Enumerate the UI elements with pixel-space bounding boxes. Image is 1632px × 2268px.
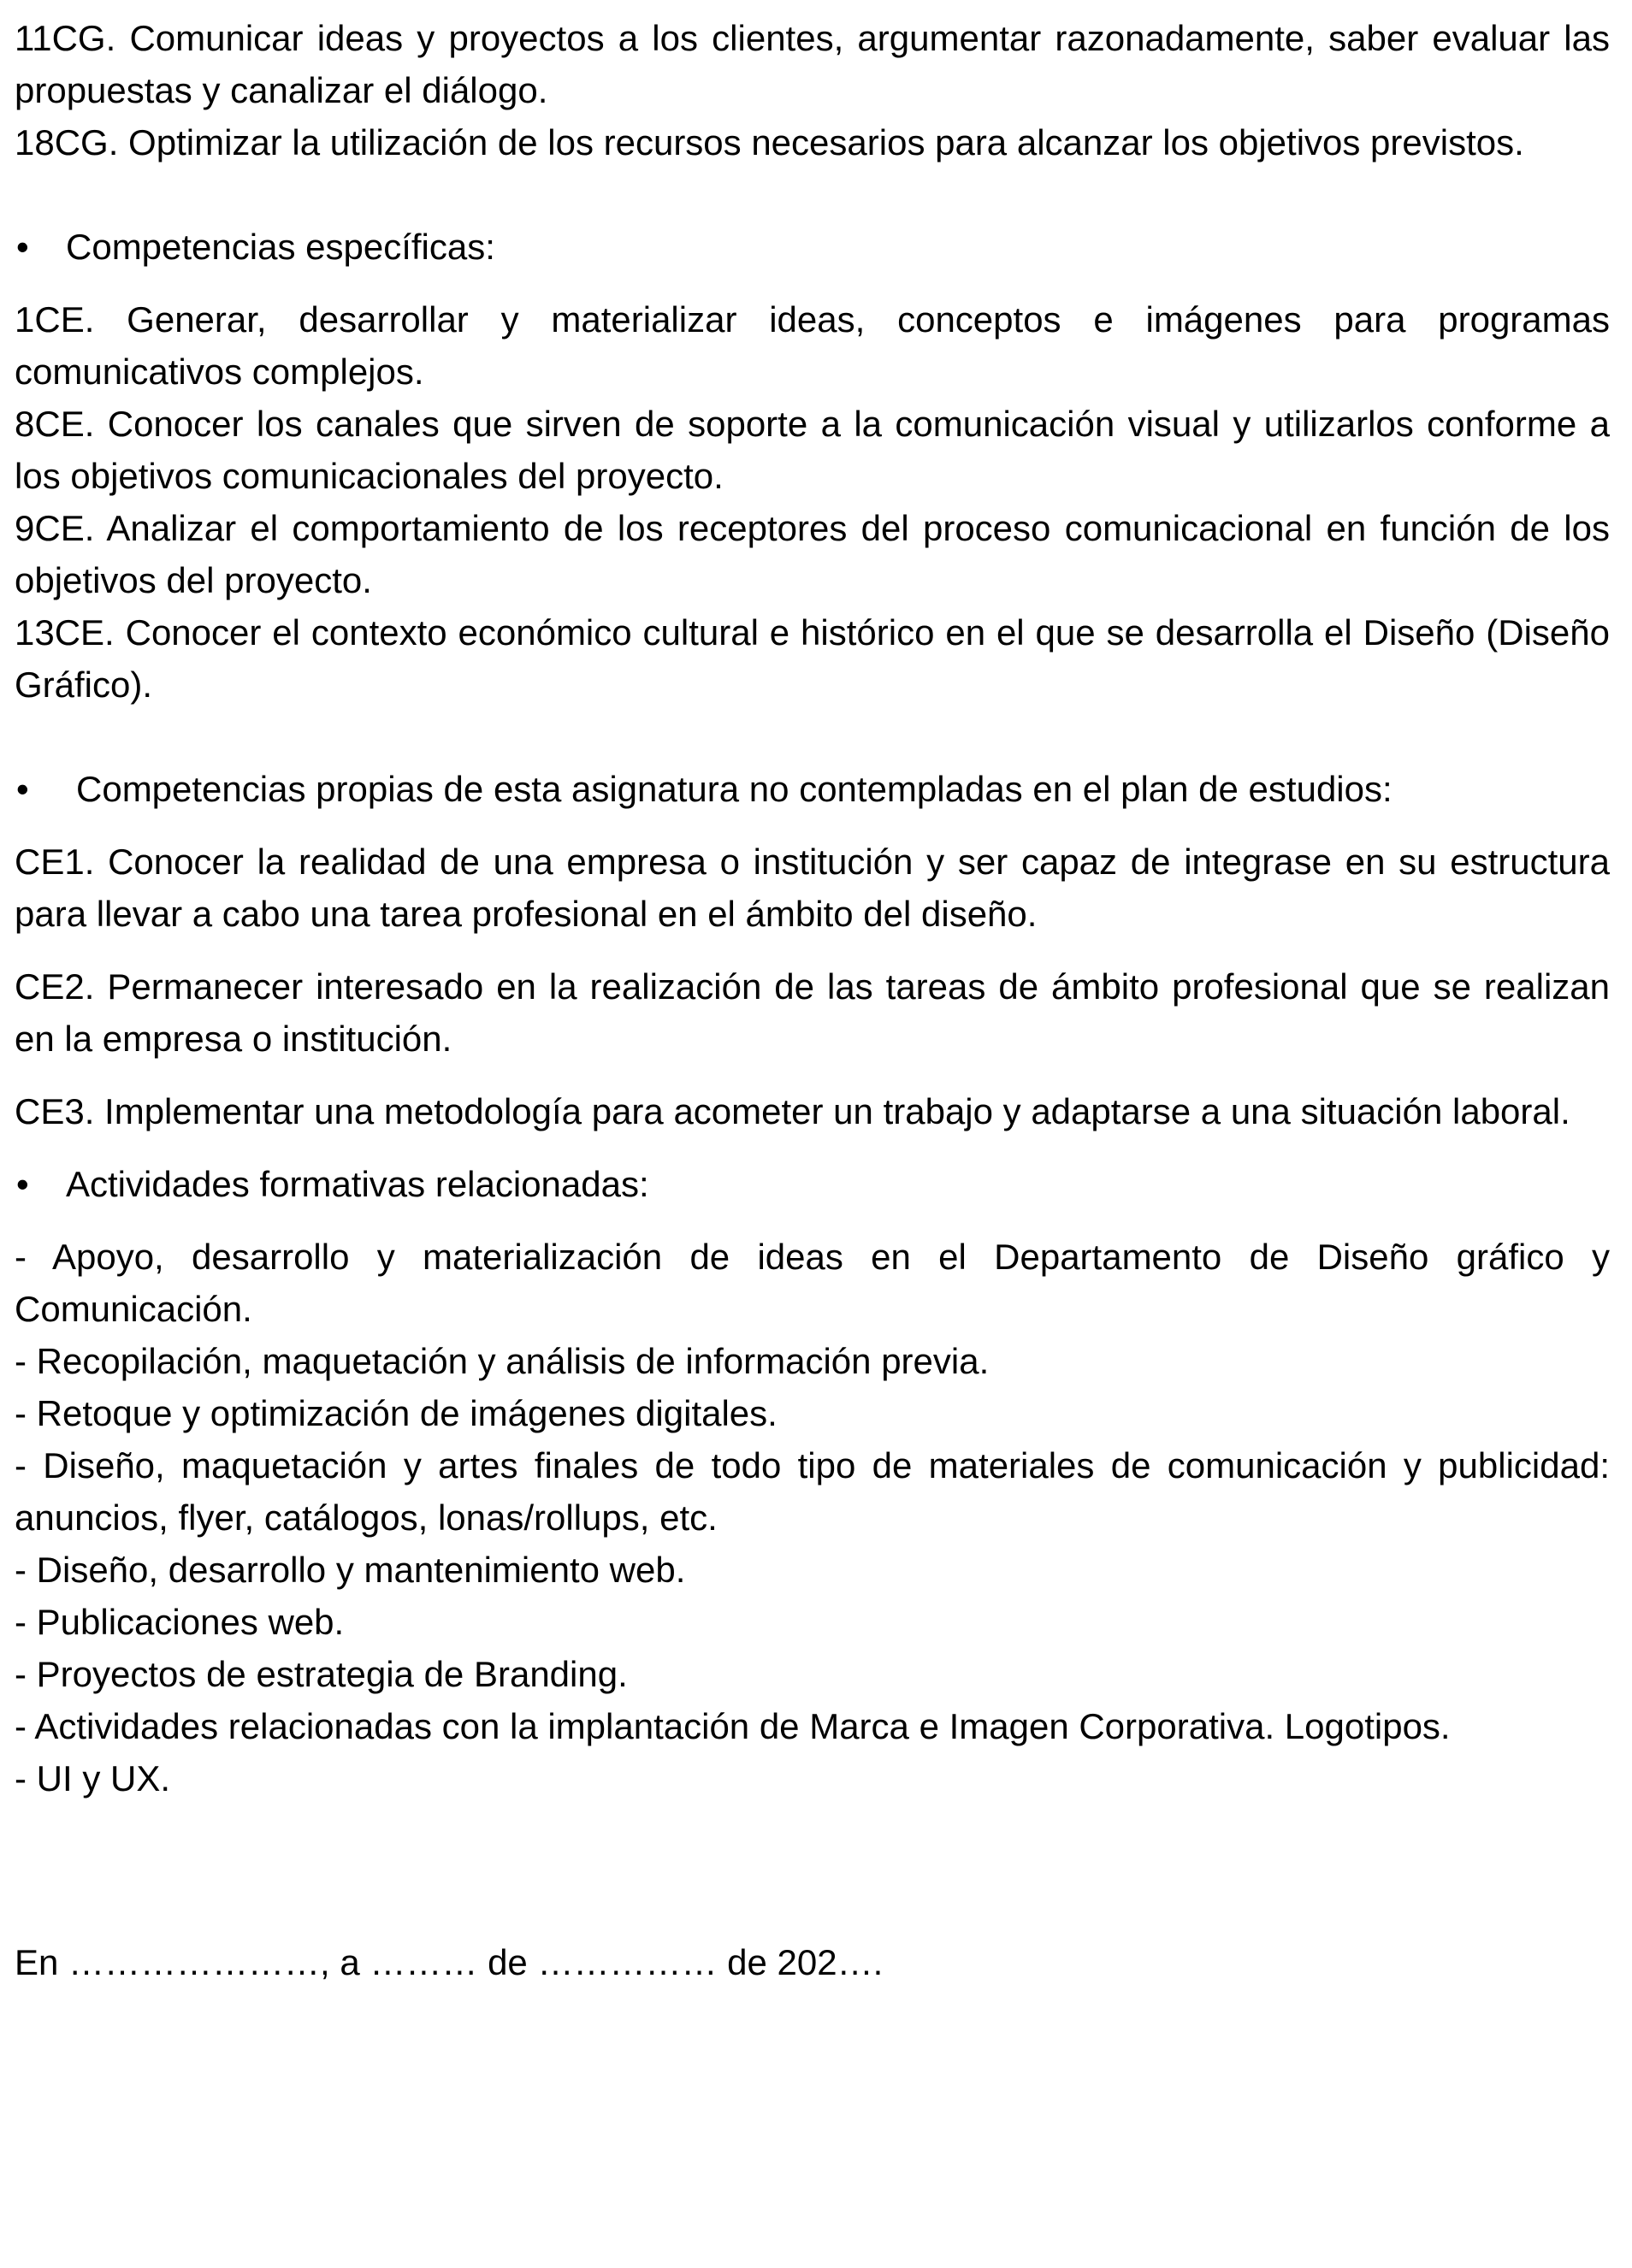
activity-item: - Diseño, maquetación y artes finales de todo tipo de materiales de comunicación y publicidad: anuncios, flyer, catálogos, lonas/rollups, etc. bbox=[15, 1445, 1610, 1538]
activity-item: - Recopilación, maquetación y análisis de información previa. bbox=[15, 1341, 990, 1381]
section-heading-especificas bbox=[15, 221, 1610, 273]
activity-item: - Publicaciones web. bbox=[15, 1602, 345, 1642]
bullet-icon: • bbox=[16, 1164, 29, 1204]
competence-1ce: 1CE. Generar, desarrollar y materializar ideas, conceptos e imágenes para programas comunicativos complejos. bbox=[15, 299, 1610, 392]
competence-18cg: 18CG. Optimizar la utilización de los recursos necesarios para alcanzar los objetivos previstos. bbox=[15, 122, 1524, 162]
activity-item: - Apoyo, desarrollo y materialización de ideas en el Departamento de Diseño gráfico y Comunicación. bbox=[15, 1237, 1610, 1329]
activity-item: - Actividades relacionadas con la implantación de Marca e Imagen Corporativa. Logotipos. bbox=[15, 1706, 1451, 1746]
activity-item: - Diseño, desarrollo y mantenimiento web. bbox=[15, 1550, 686, 1590]
competence-ce2: CE2. Permanecer interesado en la realización de las tareas de ámbito profesional que se realizan en la empresa o institución. bbox=[15, 966, 1610, 1059]
bullet-icon: • bbox=[16, 227, 29, 267]
activity-item: - UI y UX. bbox=[15, 1758, 171, 1798]
section-heading-propias bbox=[15, 763, 1610, 815]
competence-11cg: 11CG. Comunicar ideas y proyectos a los clientes, argumentar razonadamente, saber evaluar las propuestas y canalizar el diálogo. bbox=[15, 18, 1610, 110]
activity-item: - Retoque y optimización de imágenes digitales. bbox=[15, 1393, 778, 1433]
competence-ce3: CE3. Implementar una metodología para acometer un trabajo y adaptarse a una situación laboral. bbox=[15, 1091, 1570, 1131]
competence-9ce: 9CE. Analizar el comportamiento de los receptores del proceso comunicacional en función de los objetivos del proyecto. bbox=[15, 508, 1610, 600]
signature-line: En …………………, a ……… de …………… de 202…. bbox=[15, 1942, 884, 1982]
competence-ce1: CE1. Conocer la realidad de una empresa o institución y ser capaz de integrase en su estructura para llevar a cabo una tarea profesional en el ámbito del diseño. bbox=[15, 842, 1610, 934]
competence-8ce: 8CE. Conocer los canales que sirven de soporte a la comunicación visual y utilizarlos conforme a los objetivos comunicacionales del proyecto. bbox=[15, 404, 1610, 496]
heading-text: Competencias específicas: bbox=[66, 227, 495, 267]
document-page bbox=[15, 12, 1610, 1988]
section-heading-actividades bbox=[15, 1158, 1610, 1210]
heading-text: Actividades formativas relacionadas: bbox=[66, 1164, 649, 1204]
activity-item: - Proyectos de estrategia de Branding. bbox=[15, 1654, 628, 1694]
heading-text: Competencias propias de esta asignatura no contempladas en el plan de estudios: bbox=[76, 769, 1393, 809]
bullet-icon: • bbox=[16, 769, 29, 809]
competence-13ce: 13CE. Conocer el contexto económico cultural e histórico en el que se desarrolla el Diseño (Diseño Gráfico). bbox=[15, 612, 1610, 705]
